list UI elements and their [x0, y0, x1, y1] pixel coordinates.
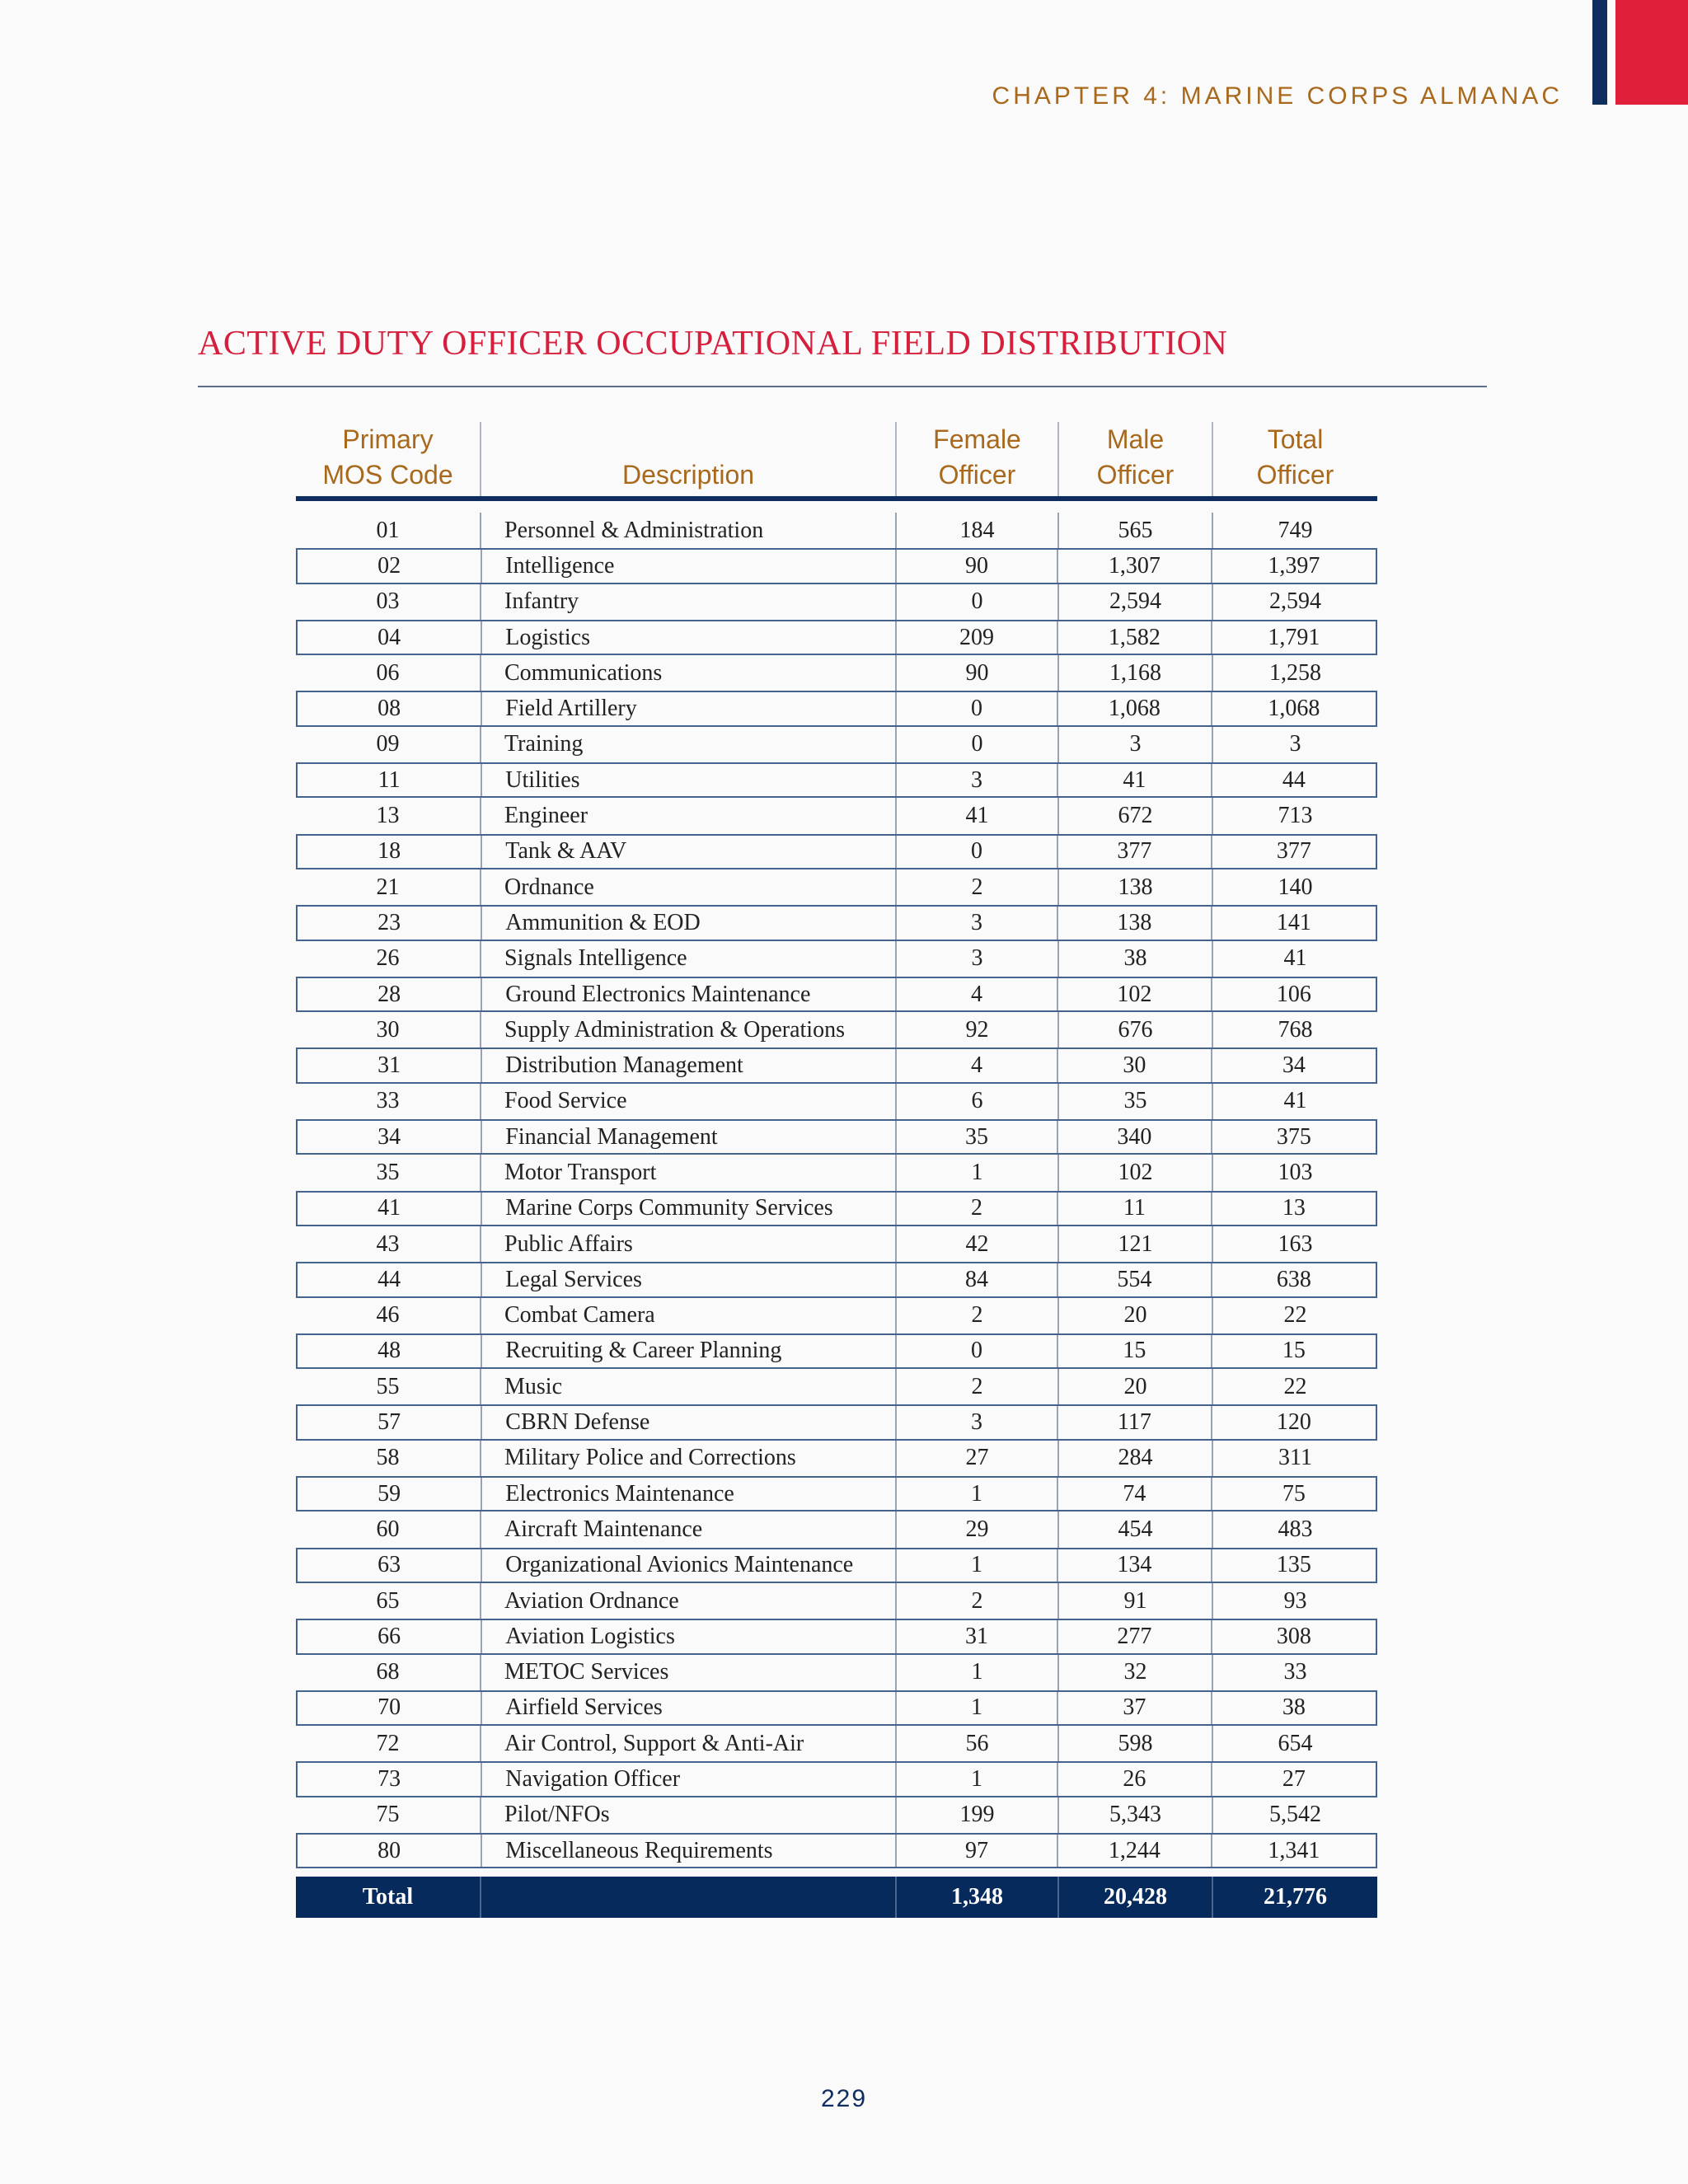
cell-female: 90	[895, 550, 1057, 582]
cell-description: Logistics	[481, 621, 895, 654]
navy-tab-bar	[1592, 0, 1607, 105]
cell-mos-code: 80	[377, 1837, 401, 1863]
cell-male: 5,343	[1057, 1797, 1212, 1833]
cell-male: 11	[1057, 1193, 1210, 1225]
cell-description: Legal Services	[481, 1263, 895, 1296]
cell-female: 0	[895, 692, 1057, 724]
table-row	[296, 1226, 1377, 1262]
cell-description: Aircraft Maintenance	[480, 1511, 895, 1547]
cell-mos-code: 73	[377, 1766, 401, 1793]
cell-total: 3	[1212, 727, 1377, 762]
cell-mos-code: 33	[376, 1088, 400, 1114]
cell-mos-code: 58	[376, 1445, 400, 1471]
cell-description: Infantry	[480, 584, 895, 620]
cell-female: 4	[895, 1049, 1057, 1081]
table-row	[296, 798, 1377, 833]
cell-mos-code: 60	[376, 1516, 400, 1542]
cell-description: Ground Electronics Maintenance	[481, 978, 895, 1010]
cell-description: Marine Corps Community Services	[481, 1193, 895, 1225]
table-row	[296, 1155, 1377, 1190]
cell-mos-code: 68	[376, 1659, 400, 1685]
cell-mos-code: 63	[377, 1552, 401, 1578]
cell-male: 117	[1057, 1406, 1210, 1438]
table-row	[296, 1012, 1377, 1047]
cell-mos-code: 03	[376, 588, 400, 615]
header-total-officer: Total Officer	[1212, 422, 1377, 496]
table-header	[296, 422, 1377, 501]
cell-total: 713	[1212, 798, 1377, 833]
cell-total: 1,258	[1212, 655, 1377, 691]
cell-female: 0	[895, 1335, 1057, 1367]
cell-mos-code: 34	[377, 1123, 401, 1150]
total-female: 1,348	[895, 1877, 1057, 1918]
cell-male: 1,244	[1057, 1835, 1210, 1867]
cell-female: 2	[895, 869, 1057, 905]
table-row	[296, 762, 1377, 798]
cell-female: 0	[895, 727, 1057, 762]
cell-description: Signals Intelligence	[480, 941, 895, 977]
cell-total: 103	[1212, 1155, 1377, 1190]
table-row	[296, 1655, 1377, 1690]
cell-description: Personnel & Administration	[480, 513, 895, 548]
cell-female: 35	[895, 1121, 1057, 1153]
cell-mos-code: 23	[377, 909, 401, 935]
cell-female: 184	[895, 513, 1057, 548]
table-body	[296, 513, 1377, 1868]
cell-mos-code: 30	[376, 1016, 400, 1043]
cell-description: Food Service	[480, 1084, 895, 1119]
table-row	[296, 1761, 1377, 1797]
table-row	[296, 1333, 1377, 1369]
page-number: 229	[820, 2085, 868, 2112]
cell-description: Organizational Avionics Maintenance	[481, 1549, 895, 1582]
cell-male: 91	[1057, 1583, 1212, 1619]
cell-total: 308	[1211, 1620, 1376, 1652]
cell-total: 27	[1211, 1763, 1376, 1795]
table-row	[296, 1262, 1377, 1297]
cell-description: Training	[480, 727, 895, 762]
cell-mos-code: 44	[377, 1266, 401, 1292]
header-male-officer: Male Officer	[1057, 422, 1212, 496]
cell-female: 29	[895, 1511, 1057, 1547]
cell-mos-code: 08	[377, 696, 401, 722]
total-male: 20,428	[1057, 1877, 1212, 1918]
cell-mos-code: 28	[377, 981, 401, 1007]
red-tab-bar	[1615, 0, 1688, 105]
cell-mos-code: 31	[377, 1052, 401, 1079]
table-row	[296, 727, 1377, 762]
cell-female: 1	[895, 1692, 1057, 1724]
cell-total: 106	[1211, 978, 1376, 1010]
header-mos-code: Primary MOS Code	[322, 424, 453, 490]
cell-total: 5,542	[1212, 1797, 1377, 1833]
cell-total: 654	[1212, 1726, 1377, 1761]
header-female-officer: Female Officer	[895, 422, 1057, 496]
cell-total: 75	[1211, 1478, 1376, 1510]
table-row	[296, 1690, 1377, 1726]
cell-total: 163	[1212, 1226, 1377, 1262]
cell-male: 20	[1057, 1298, 1212, 1333]
cell-total: 1,341	[1211, 1835, 1376, 1867]
cell-male: 565	[1057, 513, 1212, 548]
cell-female: 1	[895, 1655, 1057, 1690]
cell-mos-code: 11	[377, 766, 401, 793]
chapter-header: CHAPTER 4: MARINE CORPS ALMANAC	[992, 82, 1563, 110]
cell-description: Tank & AAV	[481, 836, 895, 868]
cell-male: 676	[1057, 1012, 1212, 1047]
cell-male: 102	[1057, 1155, 1212, 1190]
table-row	[296, 1476, 1377, 1511]
cell-mos-code: 18	[377, 838, 401, 865]
cell-description: Airfield Services	[481, 1692, 895, 1724]
table-row	[296, 1119, 1377, 1155]
cell-total: 483	[1212, 1511, 1377, 1547]
cell-female: 41	[895, 798, 1057, 833]
cell-mos-code: 09	[376, 731, 400, 757]
cell-female: 56	[895, 1726, 1057, 1761]
cell-total: 13	[1211, 1193, 1376, 1225]
table-row	[296, 1797, 1377, 1833]
cell-female: 84	[895, 1263, 1057, 1296]
cell-female: 2	[895, 1193, 1057, 1225]
table-row	[296, 869, 1377, 905]
cell-description: Pilot/NFOs	[480, 1797, 895, 1833]
cell-mos-code: 75	[376, 1802, 400, 1828]
cell-female: 97	[895, 1835, 1057, 1867]
cell-male: 3	[1057, 727, 1212, 762]
cell-mos-code: 70	[377, 1694, 401, 1721]
cell-male: 598	[1057, 1726, 1212, 1761]
cell-description: Aviation Ordnance	[480, 1583, 895, 1619]
cell-male: 30	[1057, 1049, 1210, 1081]
cell-male: 454	[1057, 1511, 1212, 1547]
cell-description: Engineer	[480, 798, 895, 833]
cell-description: Distribution Management	[481, 1049, 895, 1081]
cell-mos-code: 02	[377, 552, 401, 579]
cell-total: 33	[1212, 1655, 1377, 1690]
cell-description: CBRN Defense	[481, 1406, 895, 1438]
cell-mos-code: 26	[376, 945, 400, 972]
cell-description: METOC Services	[480, 1655, 895, 1690]
cell-total: 749	[1212, 513, 1377, 548]
cell-total: 135	[1211, 1549, 1376, 1582]
table-row	[296, 620, 1377, 655]
cell-total: 638	[1211, 1263, 1376, 1296]
table-row	[296, 691, 1377, 726]
cell-total: 1,791	[1211, 621, 1376, 654]
cell-description: Public Affairs	[480, 1226, 895, 1262]
cell-female: 199	[895, 1797, 1057, 1833]
distribution-table	[296, 422, 1377, 1918]
cell-total: 140	[1212, 869, 1377, 905]
table-row	[296, 905, 1377, 940]
table-row	[296, 1619, 1377, 1654]
cell-male: 1,582	[1057, 621, 1210, 654]
table-row	[296, 1833, 1377, 1868]
cell-total: 38	[1211, 1692, 1376, 1724]
cell-male: 38	[1057, 941, 1212, 977]
table-row	[296, 1191, 1377, 1226]
cell-male: 554	[1057, 1263, 1210, 1296]
title-divider	[198, 386, 1487, 387]
cell-total: 141	[1211, 907, 1376, 939]
cell-total: 22	[1212, 1369, 1377, 1404]
table-row	[296, 1404, 1377, 1440]
cell-female: 3	[895, 907, 1057, 939]
cell-description: Recruiting & Career Planning	[481, 1335, 895, 1367]
cell-mos-code: 66	[377, 1623, 401, 1649]
cell-male: 377	[1057, 836, 1210, 868]
cell-male: 41	[1057, 764, 1210, 796]
cell-total: 768	[1212, 1012, 1377, 1047]
table-row	[296, 1441, 1377, 1476]
cell-total: 120	[1211, 1406, 1376, 1438]
cell-total: 375	[1211, 1121, 1376, 1153]
cell-female: 2	[895, 1298, 1057, 1333]
cell-female: 1	[895, 1763, 1057, 1795]
table-row	[296, 1511, 1377, 1547]
cell-total: 22	[1212, 1298, 1377, 1333]
cell-female: 1	[895, 1549, 1057, 1582]
cell-female: 209	[895, 621, 1057, 654]
cell-total: 15	[1211, 1335, 1376, 1367]
page-title: ACTIVE DUTY OFFICER OCCUPATIONAL FIELD DISTRIBUTION	[198, 325, 1228, 363]
cell-total: 34	[1211, 1049, 1376, 1081]
cell-male: 26	[1057, 1763, 1210, 1795]
cell-description: Supply Administration & Operations	[480, 1012, 895, 1047]
cell-mos-code: 41	[377, 1195, 401, 1221]
cell-total: 44	[1211, 764, 1376, 796]
cell-description: Ammunition & EOD	[481, 907, 895, 939]
cell-description: Military Police and Corrections	[480, 1441, 895, 1476]
cell-male: 35	[1057, 1084, 1212, 1119]
cell-male: 102	[1057, 978, 1210, 1010]
total-all: 21,776	[1212, 1877, 1377, 1918]
cell-mos-code: 01	[376, 517, 400, 543]
cell-total: 1,068	[1211, 692, 1376, 724]
cell-male: 15	[1057, 1335, 1210, 1367]
cell-female: 31	[895, 1620, 1057, 1652]
cell-mos-code: 46	[376, 1302, 400, 1329]
table-row	[296, 1298, 1377, 1333]
cell-description: Communications	[480, 655, 895, 691]
cell-description: Air Control, Support & Anti-Air	[480, 1726, 895, 1761]
table-row	[296, 584, 1377, 620]
cell-mos-code: 48	[377, 1338, 401, 1364]
cell-female: 2	[895, 1583, 1057, 1619]
cell-mos-code: 59	[377, 1480, 401, 1507]
cell-total: 311	[1212, 1441, 1377, 1476]
cell-mos-code: 65	[376, 1587, 400, 1614]
cell-mos-code: 35	[376, 1159, 400, 1185]
cell-description: Electronics Maintenance	[481, 1478, 895, 1510]
cell-mos-code: 55	[376, 1373, 400, 1399]
cell-total: 2,594	[1212, 584, 1377, 620]
cell-female: 3	[895, 764, 1057, 796]
cell-male: 121	[1057, 1226, 1212, 1262]
table-row	[296, 1583, 1377, 1619]
cell-female: 92	[895, 1012, 1057, 1047]
cell-male: 340	[1057, 1121, 1210, 1153]
cell-description: Music	[480, 1369, 895, 1404]
table-row	[296, 548, 1377, 583]
cell-male: 20	[1057, 1369, 1212, 1404]
cell-female: 3	[895, 941, 1057, 977]
cell-description: Combat Camera	[480, 1298, 895, 1333]
cell-male: 1,307	[1057, 550, 1210, 582]
cell-female: 42	[895, 1226, 1057, 1262]
cell-description: Ordnance	[480, 869, 895, 905]
cell-female: 27	[895, 1441, 1057, 1476]
cell-description: Intelligence	[481, 550, 895, 582]
cell-male: 138	[1057, 869, 1212, 905]
header-description: Description	[480, 422, 895, 496]
cell-description: Miscellaneous Requirements	[481, 1835, 895, 1867]
cell-male: 74	[1057, 1478, 1210, 1510]
cell-male: 2,594	[1057, 584, 1212, 620]
table-row	[296, 1726, 1377, 1761]
cell-description: Utilities	[481, 764, 895, 796]
table-row	[296, 1548, 1377, 1583]
cell-mos-code: 43	[376, 1230, 400, 1257]
cell-description: Field Artillery	[481, 692, 895, 724]
cell-male: 1,068	[1057, 692, 1210, 724]
cell-male: 37	[1057, 1692, 1210, 1724]
cell-total: 1,397	[1211, 550, 1376, 582]
cell-total: 93	[1212, 1583, 1377, 1619]
cell-female: 0	[895, 836, 1057, 868]
cell-mos-code: 13	[376, 803, 400, 829]
cell-female: 6	[895, 1084, 1057, 1119]
cell-total: 377	[1211, 836, 1376, 868]
table-row	[296, 941, 1377, 977]
table-row	[296, 513, 1377, 548]
table-total-row	[296, 1877, 1377, 1918]
cell-description: Financial Management	[481, 1121, 895, 1153]
cell-female: 2	[895, 1369, 1057, 1404]
total-label: Total	[362, 1884, 414, 1910]
cell-female: 90	[895, 655, 1057, 691]
cell-female: 3	[895, 1406, 1057, 1438]
cell-male: 1,168	[1057, 655, 1212, 691]
table-row	[296, 1084, 1377, 1119]
total-description	[480, 1877, 895, 1918]
cell-male: 138	[1057, 907, 1210, 939]
cell-total: 41	[1212, 1084, 1377, 1119]
cell-mos-code: 06	[376, 659, 400, 686]
table-row	[296, 977, 1377, 1012]
cell-mos-code: 72	[376, 1730, 400, 1756]
cell-mos-code: 04	[377, 624, 401, 650]
cell-male: 672	[1057, 798, 1212, 833]
table-row	[296, 655, 1377, 691]
table-row	[296, 1369, 1377, 1404]
cell-male: 134	[1057, 1549, 1210, 1582]
cell-total: 41	[1212, 941, 1377, 977]
cell-mos-code: 21	[376, 874, 400, 900]
cell-description: Aviation Logistics	[481, 1620, 895, 1652]
cell-mos-code: 57	[377, 1409, 401, 1436]
table-row	[296, 1047, 1377, 1083]
cell-male: 284	[1057, 1441, 1212, 1476]
cell-female: 1	[895, 1155, 1057, 1190]
cell-male: 277	[1057, 1620, 1210, 1652]
cell-description: Motor Transport	[480, 1155, 895, 1190]
table-row	[296, 834, 1377, 869]
cell-female: 0	[895, 584, 1057, 620]
cell-description: Navigation Officer	[481, 1763, 895, 1795]
cell-female: 1	[895, 1478, 1057, 1510]
cell-female: 4	[895, 978, 1057, 1010]
cell-male: 32	[1057, 1655, 1212, 1690]
